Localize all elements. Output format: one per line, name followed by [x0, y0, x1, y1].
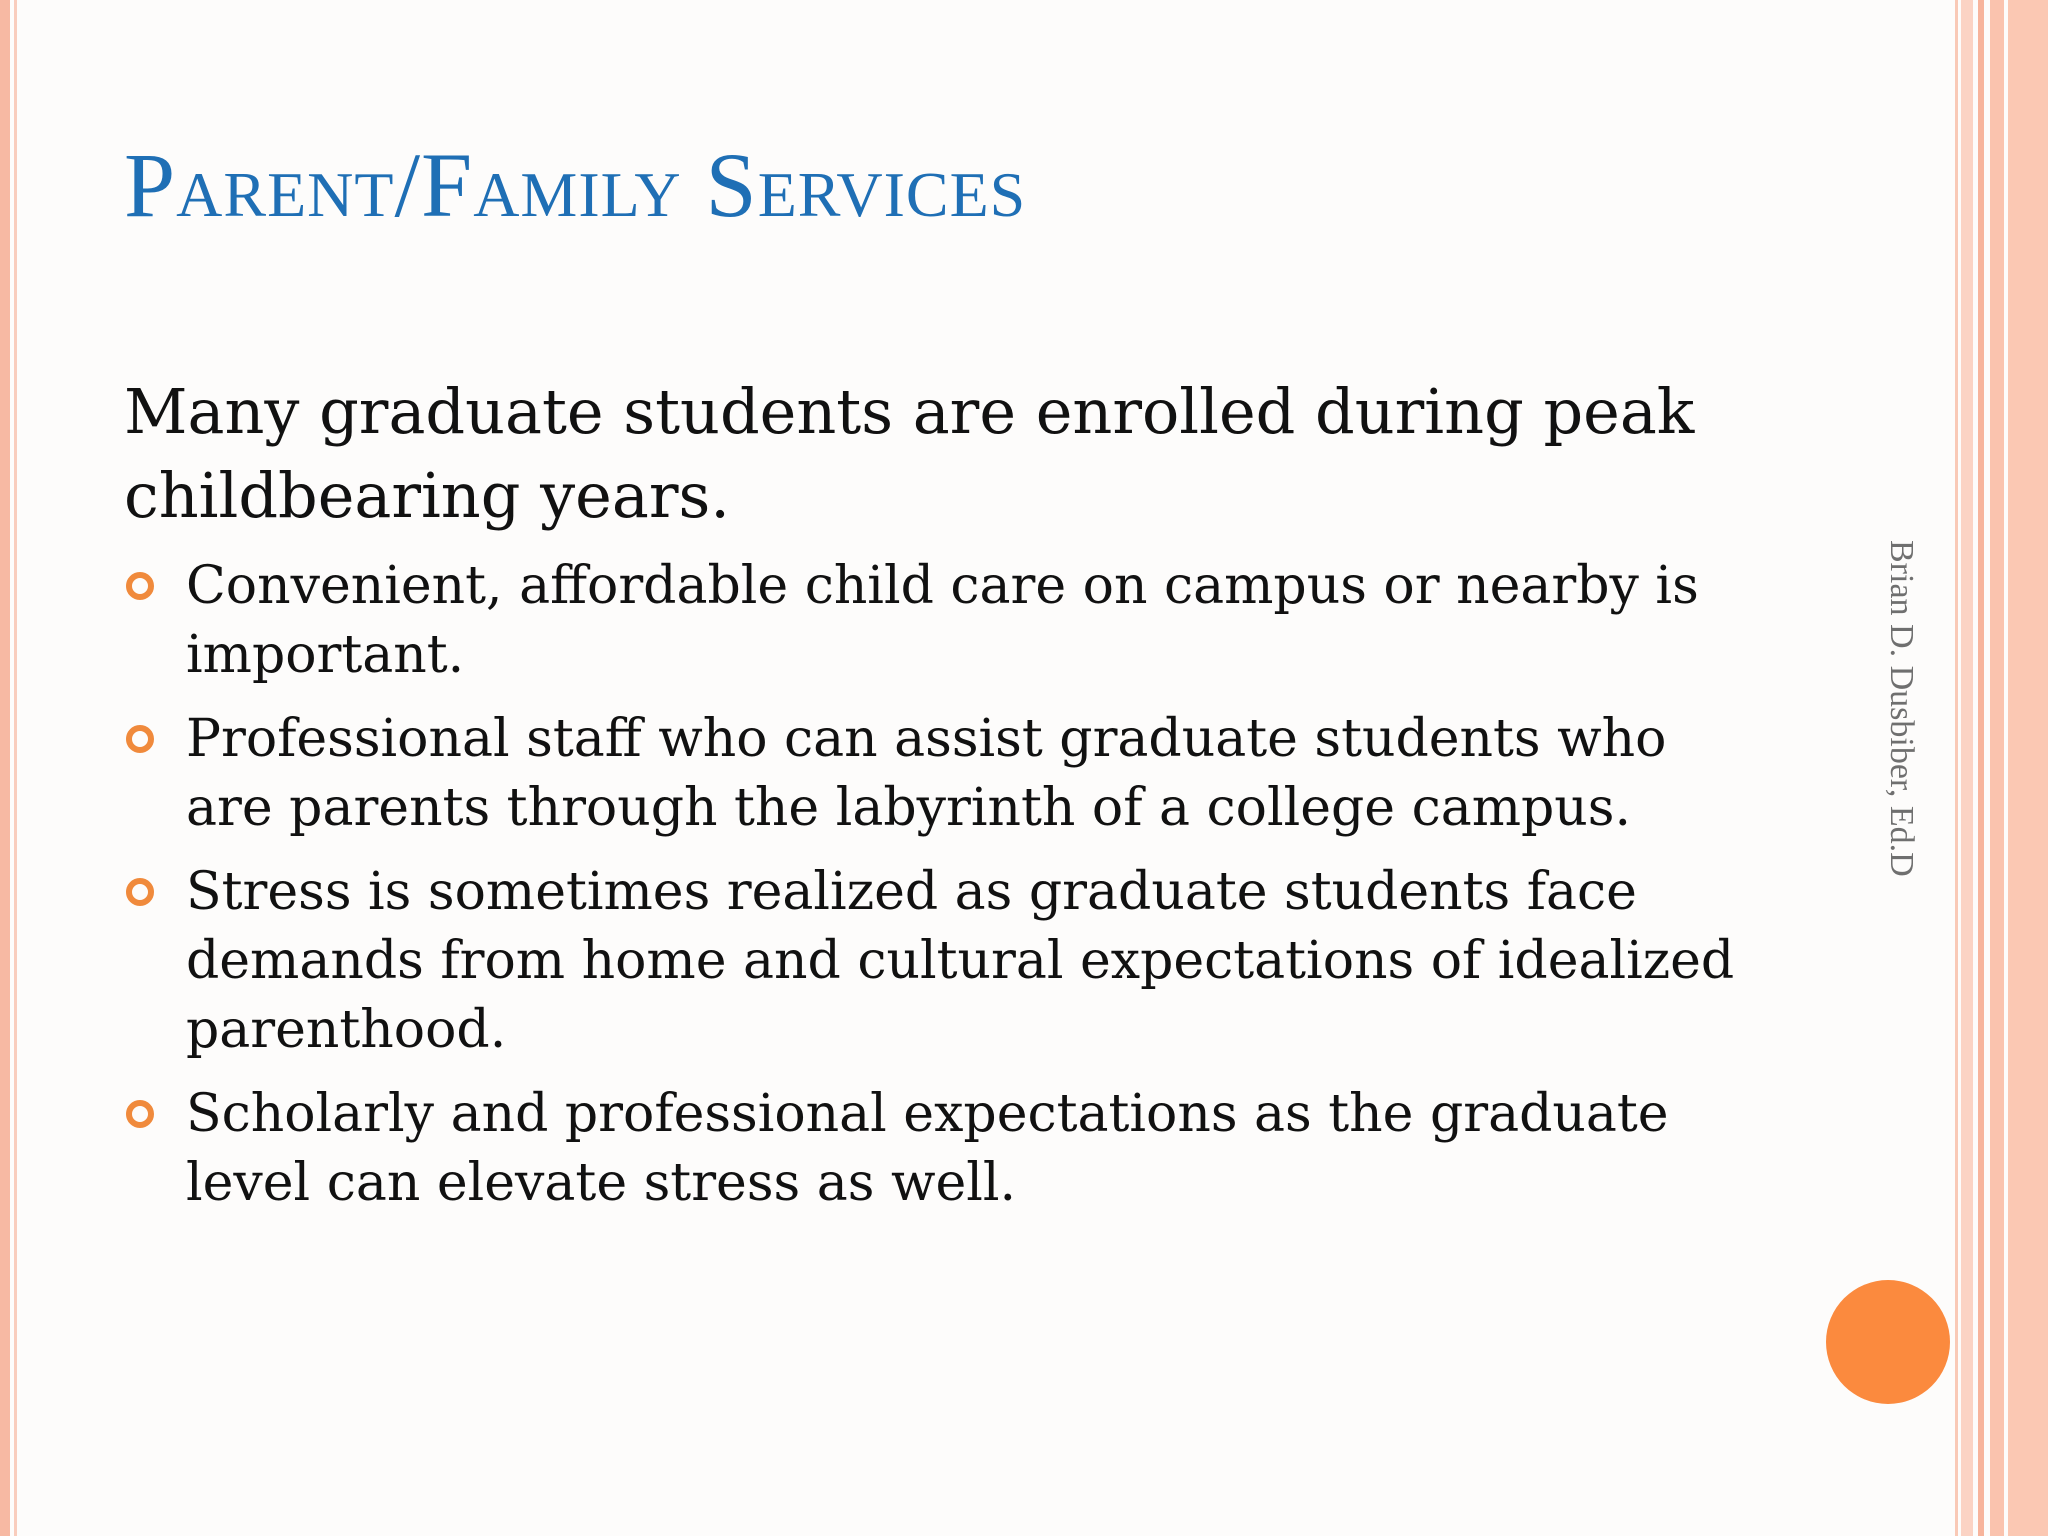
hollow-circle-bullet-icon: [126, 725, 154, 753]
bullet-text: Professional staff who can assist graduate students who are parents through the labyrinth of a college campus.: [186, 709, 1667, 838]
right-border-stripe: [1978, 0, 1984, 1536]
bullet-item: [124, 705, 1744, 843]
left-border-stripe-thin: [14, 0, 17, 1536]
author-credit: Brian D. Dusbiber, Ed.D: [1883, 540, 1920, 877]
bullet-item: [124, 552, 1744, 690]
hollow-circle-bullet-icon: [126, 572, 154, 600]
slide-title: Parent/Family Services: [124, 134, 1027, 236]
orange-circle-decoration: [1826, 1280, 1950, 1404]
bullet-text: Scholarly and professional expectations as the graduate level can elevate stress as well.: [186, 1084, 1669, 1213]
intro-paragraph: Many graduate students are enrolled during peak childbearing years.: [124, 375, 1695, 532]
bullet-item: [124, 1080, 1744, 1218]
right-border-stripe: [1961, 0, 1973, 1536]
hollow-circle-bullet-icon: [126, 878, 154, 906]
left-border-stripe: [0, 0, 10, 1536]
bullet-item: [124, 858, 1744, 1065]
hollow-circle-bullet-icon: [126, 1100, 154, 1128]
bullet-list: [124, 552, 1744, 1233]
right-border-stripe: [1990, 0, 2004, 1536]
right-border-stripe: [2008, 0, 2048, 1536]
right-border-stripe: [1955, 0, 1958, 1536]
bullet-text: Convenient, affordable child care on campus or nearby is important.: [186, 556, 1699, 685]
bullet-text: Stress is sometimes realized as graduate students face demands from home and cultural expectations of idealized parenthood.: [186, 862, 1735, 1060]
